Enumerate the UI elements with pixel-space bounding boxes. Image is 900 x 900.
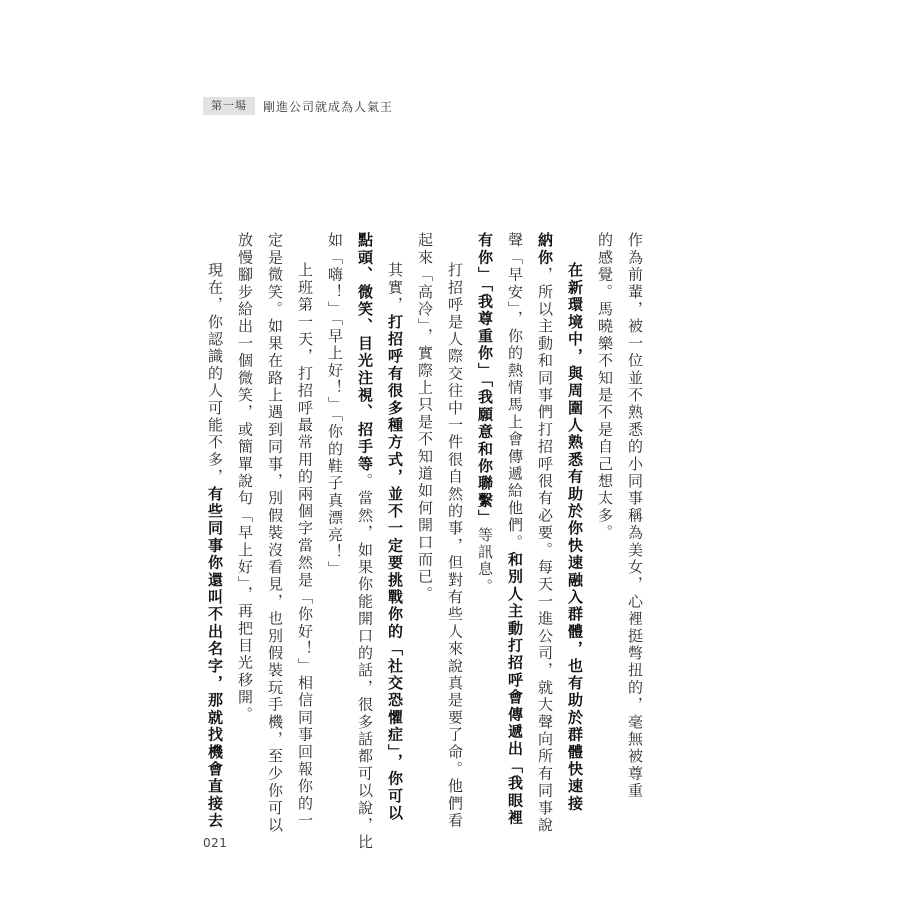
chapter-title: 剛進公司就成為人氣王: [263, 99, 394, 114]
text-column: [440, 232, 470, 830]
text-segment: 定是微笑。如果在路上遇到同事，別假裝沒看見，也別假裝玩手機，至少你可以: [266, 232, 284, 834]
text-column: [320, 232, 350, 780]
text-column: [350, 232, 380, 852]
text-segment-bold: 在新環境中，與周圍人熟悉有助於你快速融入群體，也有助於群體快速接: [566, 262, 584, 813]
text-segment-bold: 打招呼有很多種方式，並不一定要挑戰你的「社交恐懼症」，你可以: [386, 313, 404, 823]
page-number: 021: [203, 836, 228, 850]
text-segment: 等訊息。: [476, 526, 494, 596]
text-column: [470, 232, 500, 780]
text-column: [380, 232, 410, 823]
running-header: [203, 97, 393, 115]
text-segment: 。當然，如果你能開口的話，很多話都可以說，比: [356, 472, 374, 852]
text-segment: 的感覺。馬曉樂不知是不是自己想太多。: [596, 232, 614, 542]
text-segment: 起來「高冷」，實際上只是不知道如何開口而已。: [416, 232, 434, 603]
text-segment: 放慢腳步給出一個微笑，或簡單說句「早上好」，再把目光移開。: [236, 232, 254, 724]
text-segment: 上班第一天，打招呼最常用的兩個字當然是「你好！」相信同事回報你的一: [296, 262, 314, 830]
text-column: [620, 232, 650, 800]
text-column: [560, 232, 590, 813]
text-column: [500, 232, 530, 827]
text-column: [230, 232, 260, 780]
text-segment-bold: 點頭、微笑、目光注視、招手等: [356, 232, 374, 473]
text-segment-bold: 有些同事你還叫不出名字，那就找機會直接去: [206, 485, 224, 830]
text-segment: 現在，你認識的人可能不多，: [206, 262, 224, 486]
text-segment: 其實，: [386, 262, 404, 314]
text-segment: 如「嗨！」「早上好！」「你的鞋子真漂亮！」: [326, 232, 344, 579]
text-column: [590, 232, 620, 780]
text-column: [410, 232, 440, 780]
text-column: [530, 232, 560, 835]
text-segment: 打招呼是人際交往中一件很自然的事，但對有些人來說真是要了命。他們看: [446, 262, 464, 830]
text-segment: ，所以主動和同事們打招呼很有必要。每天一進公司，就大聲向所有同事說: [536, 266, 554, 835]
text-segment: 聲「早安」，你的熱情馬上會傳遞給他們。: [506, 232, 524, 552]
text-segment-bold: 納你: [536, 232, 554, 267]
text-segment-bold: 和別人主動打招呼會傳遞出「我眼裡: [506, 551, 524, 827]
chapter-tag: 第一場: [203, 97, 255, 115]
text-column: [260, 232, 290, 834]
text-segment: 作為前輩，被一位並不熟悉的小同事稱為美女，心裡挺彆扭的，毫無被尊重: [626, 232, 644, 800]
text-column: [290, 232, 320, 830]
text-column: [200, 232, 230, 830]
text-segment-bold: 有你」「我尊重你」「我願意和你聯繫」: [476, 232, 494, 527]
